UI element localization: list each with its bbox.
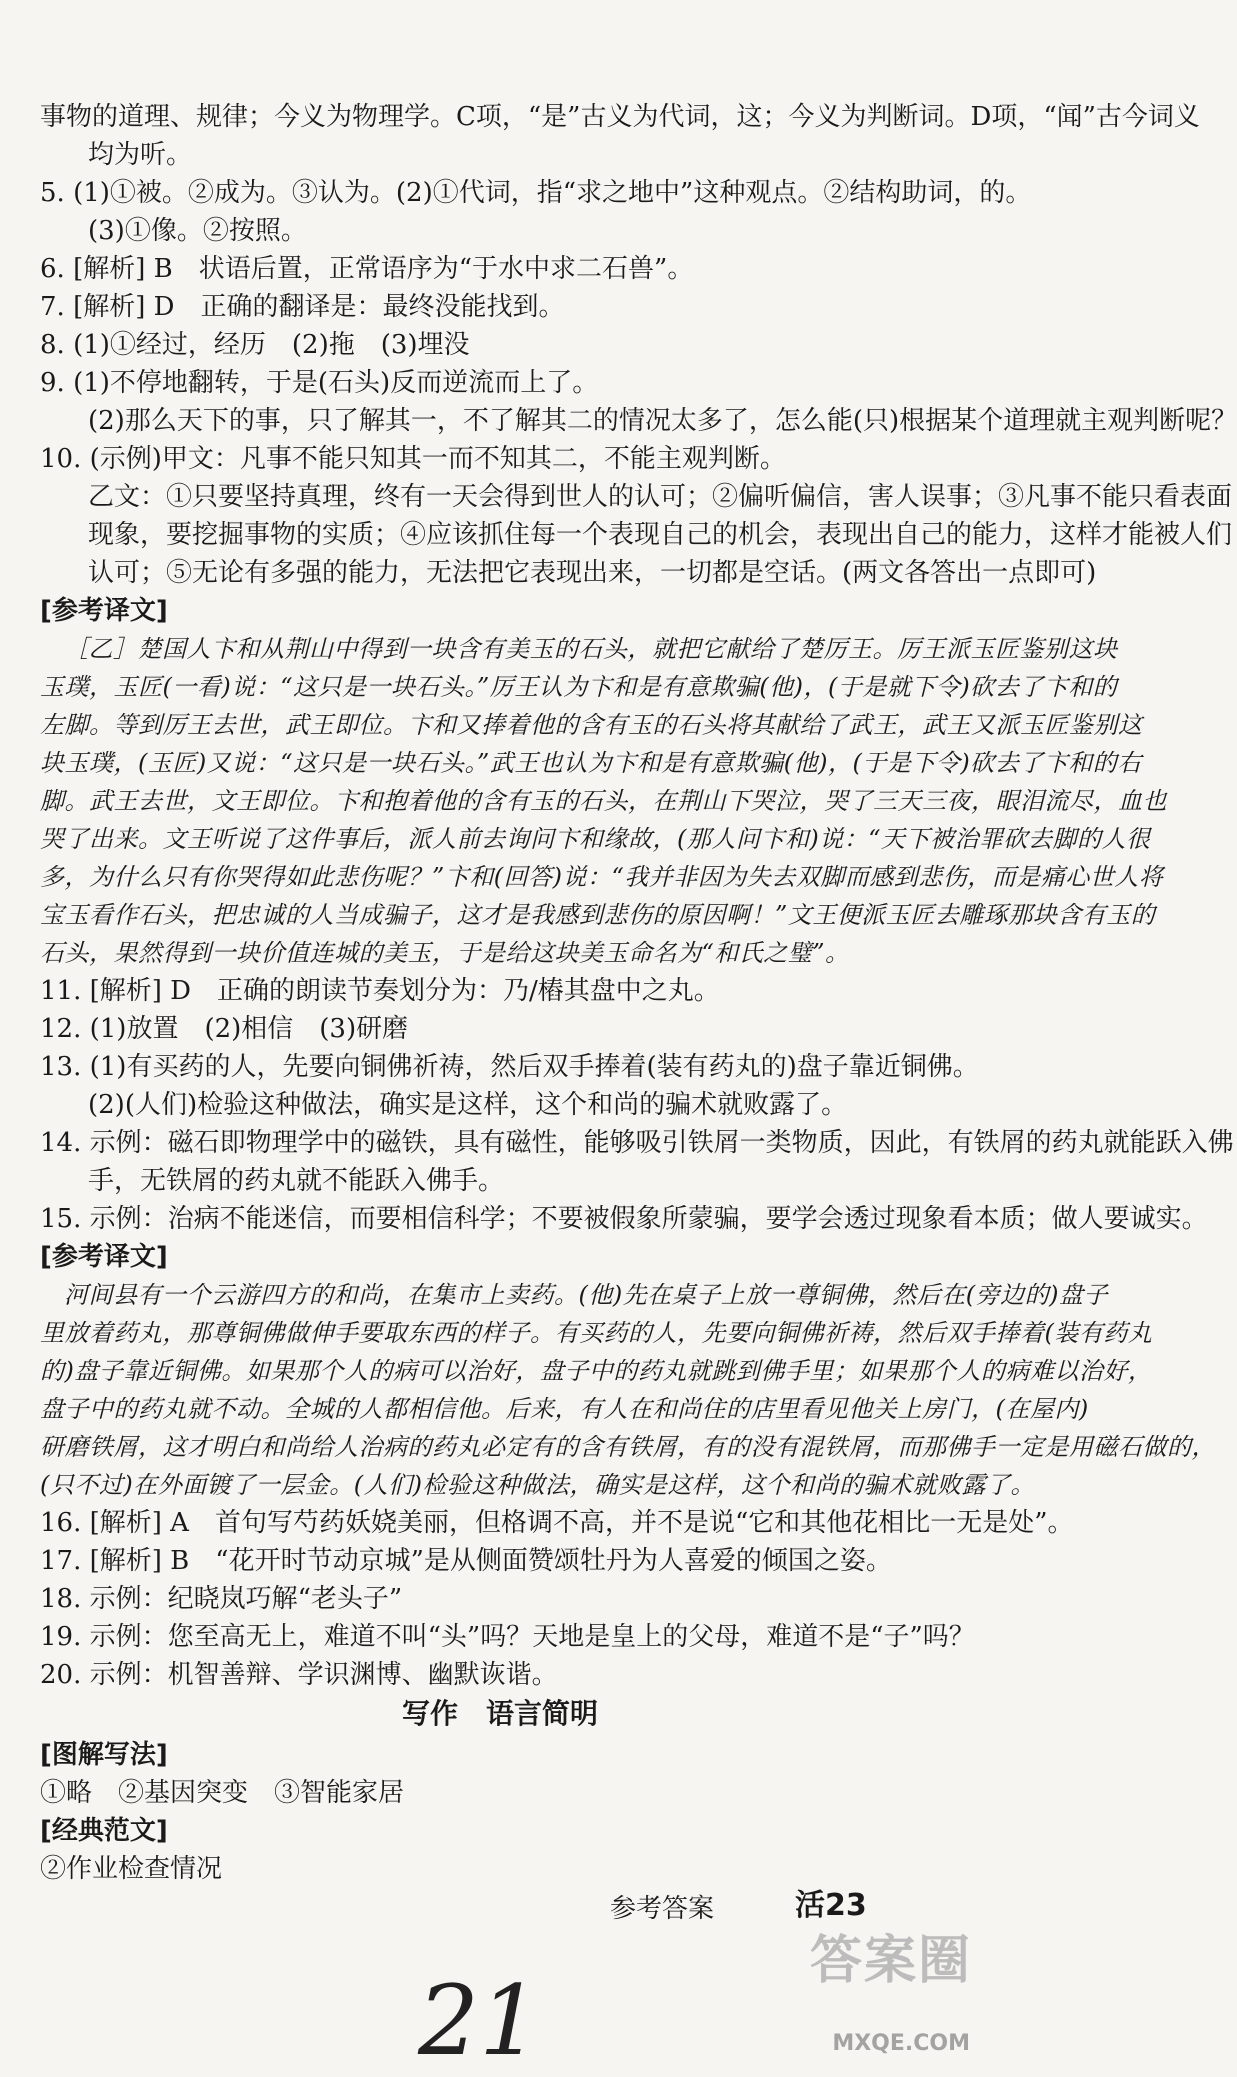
text-line: 18. 示例：纪晓岚巧解“老头子” xyxy=(40,1584,403,1614)
translation-line: 块玉璞，(玉匠)又说：“这只是一块石头。”武王也认为卞和是有意欺骗(他)，(于是下令)砍去了卞和的右 xyxy=(40,749,1142,777)
text-line: 6. [解析] B 状语后置，正常语序为“于水中求二石兽”。 xyxy=(40,254,694,284)
text-line: 12. (1)放置 (2)相信 (3)研磨 xyxy=(40,1014,409,1044)
section-title-writing xyxy=(0,1696,1000,1732)
text-line: ①略 ②基因突变 ③智能家居 xyxy=(40,1778,405,1808)
text-line: 10. (示例)甲文：凡事不能只知其一而不知其二，不能主观判断。 xyxy=(40,444,786,474)
text-line: 5. (1)①被。②成为。③认为。(2)①代词，指“求之地中”这种观点。②结构助词，的。 xyxy=(40,178,1032,208)
section-title-part: 写作 xyxy=(401,1697,458,1730)
translation-line: 的)盘子靠近铜佛。如果那个人的病可以治好，盘子中的药丸就跳到佛手里；如果那个人的病难以治好， xyxy=(40,1357,1153,1385)
text-line: (2)那么天下的事，只了解其一，不了解其二的情况太多了，怎么能(只)根据某个道理就主观判断呢？ xyxy=(88,406,1237,436)
translation-line: 多，为什么只有你哭得如此悲伤呢？”卞和(回答)说：“我并非因为失去双脚而感到悲伤，而是痛心世人将 xyxy=(40,863,1164,891)
text-line: 事物的道理、规律；今义为物理学。C项，“是”古义为代词，这；今义为判断词。D项，“闻”古今词义 xyxy=(40,102,1200,132)
footer-page-number: 活23 xyxy=(795,1888,867,1923)
text-line: (2)(人们)检验这种做法，确实是这样，这个和尚的骗术就败露了。 xyxy=(88,1090,848,1120)
translation-line: 里放着药丸，那尊铜佛做伸手要取东西的样子。有买药的人，先要向铜佛祈祷，然后双手捧着(装有药丸 xyxy=(40,1319,1153,1347)
translation-line: 玉璞，玉匠(一看)说：“这只是一块石头。”厉王认为卞和是有意欺骗(他)，(于是就下令)砍去了卞和的 xyxy=(40,673,1118,701)
text-line: 14. 示例：磁石即物理学中的磁铁，具有磁性，能够吸引铁屑一类物质，因此，有铁屑的药丸就能跃入佛 xyxy=(40,1128,1234,1158)
text-line: 13. (1)有买药的人，先要向铜佛祈祷，然后双手捧着(装有药丸的)盘子靠近铜佛。 xyxy=(40,1052,979,1082)
translation-line: 石头，果然得到一块价值连城的美玉，于是给这块美玉命名为“和氏之璧”。 xyxy=(40,939,850,967)
text-line: 认可；⑤无论有多强的能力，无法把它表现出来，一切都是空话。(两文各答出一点即可) xyxy=(88,558,1097,588)
text-line: 19. 示例：您至高无上，难道不叫“头”吗？天地是皇上的父母，难道不是“子”吗？ xyxy=(40,1622,975,1652)
translation-line: 脚。武王去世，文王即位。卞和抱着他的含有玉的石头，在荆山下哭泣，哭了三天三夜，眼泪流尽，血也 xyxy=(40,787,1167,815)
text-line: 17. [解析] B “花开时节动京城”是从侧面赞颂牡丹为人喜爱的倾国之姿。 xyxy=(40,1546,892,1576)
section-title-part: 语言简明 xyxy=(486,1697,599,1730)
text-line: 均为听。 xyxy=(88,140,193,170)
translation-line: (只不过)在外面镀了一层金。(人们)检验这种做法，确实是这样，这个和尚的骗术就败露了。 xyxy=(40,1471,1035,1499)
reference-translation-heading: [参考译文] xyxy=(40,596,168,626)
text-line: 16. [解析] A 首句写芍药妖娆美丽，但格调不高，并不是说“它和其他花相比一无是处”。 xyxy=(40,1508,1074,1538)
translation-line: ［乙］楚国人卞和从荆山中得到一块含有美玉的石头，就把它献给了楚厉王。厉王派玉匠鉴别这块 xyxy=(64,635,1118,663)
handwritten-page-number: 21 xyxy=(418,1965,541,2077)
footer-reference-label: 参考答案 xyxy=(610,1894,715,1924)
subsection-heading: [经典范文] xyxy=(40,1816,168,1846)
text-line: 20. 示例：机智善辩、学识渊博、幽默诙谐。 xyxy=(40,1660,558,1690)
translation-line: 盘子中的药丸就不动。全城的人都相信他。后来，有人在和尚住的店里看见他关上房门，(在屋内) xyxy=(40,1395,1089,1423)
translation-line: 左脚。等到厉王去世，武王即位。卞和又捧着他的含有玉的石头将其献给了武王，武王又派玉匠鉴别这 xyxy=(40,711,1143,739)
watermark-logo xyxy=(780,1880,980,2060)
watermark-url: MXQE.COM xyxy=(832,2031,970,2056)
watermark-text: 答案圈 xyxy=(810,1931,973,1991)
reference-translation-heading: [参考译文] xyxy=(40,1242,168,1272)
text-line: 9. (1)不停地翻转，于是(石头)反而逆流而上了。 xyxy=(40,368,599,398)
text-line: 乙文：①只要坚持真理，终有一天会得到世人的认可；②偏听偏信，害人误事；③凡事不能只看表面 xyxy=(88,482,1233,512)
text-line: 7. [解析] D 正确的翻译是：最终没能找到。 xyxy=(40,292,565,322)
translation-line: 研磨铁屑，这才明白和尚给人治病的药丸必定有的含有铁屑，有的没有混铁屑，而那佛手一定是用磁石做的， xyxy=(40,1433,1216,1461)
text-line: 8. (1)①经过，经历 (2)拖 (3)埋没 xyxy=(40,330,470,360)
text-line: (3)①像。②按照。 xyxy=(88,216,307,246)
text-line: 手，无铁屑的药丸就不能跃入佛手。 xyxy=(88,1166,505,1196)
translation-line: 哭了出来。文王听说了这件事后，派人前去询问卞和缘故，(那人问卞和)说：“天下被治罪砍去脚的人很 xyxy=(40,825,1151,853)
translation-line: 河间县有一个云游四方的和尚，在集市上卖药。(他)先在桌子上放一尊铜佛，然后在(旁边的)盘子 xyxy=(64,1281,1108,1309)
text-line: ②作业检查情况 xyxy=(40,1854,223,1884)
subsection-heading: [图解写法] xyxy=(40,1740,168,1770)
translation-line: 宝玉看作石头，把忠诚的人当成骗子，这才是我感到悲伤的原因啊！”文王便派玉匠去雕琢那块含有玉的 xyxy=(40,901,1156,929)
text-line: 15. 示例：治病不能迷信，而要相信科学；不要被假象所蒙骗，要学会透过现象看本质；做人要诚实。 xyxy=(40,1204,1208,1234)
text-line: 11. [解析] D 正确的朗读节奏划分为：乃/樁其盘中之丸。 xyxy=(40,976,720,1006)
text-line: 现象，要挖掘事物的实质；④应该抓住每一个表现自己的机会，表现出自己的能力，这样才能被人们 xyxy=(88,520,1233,550)
